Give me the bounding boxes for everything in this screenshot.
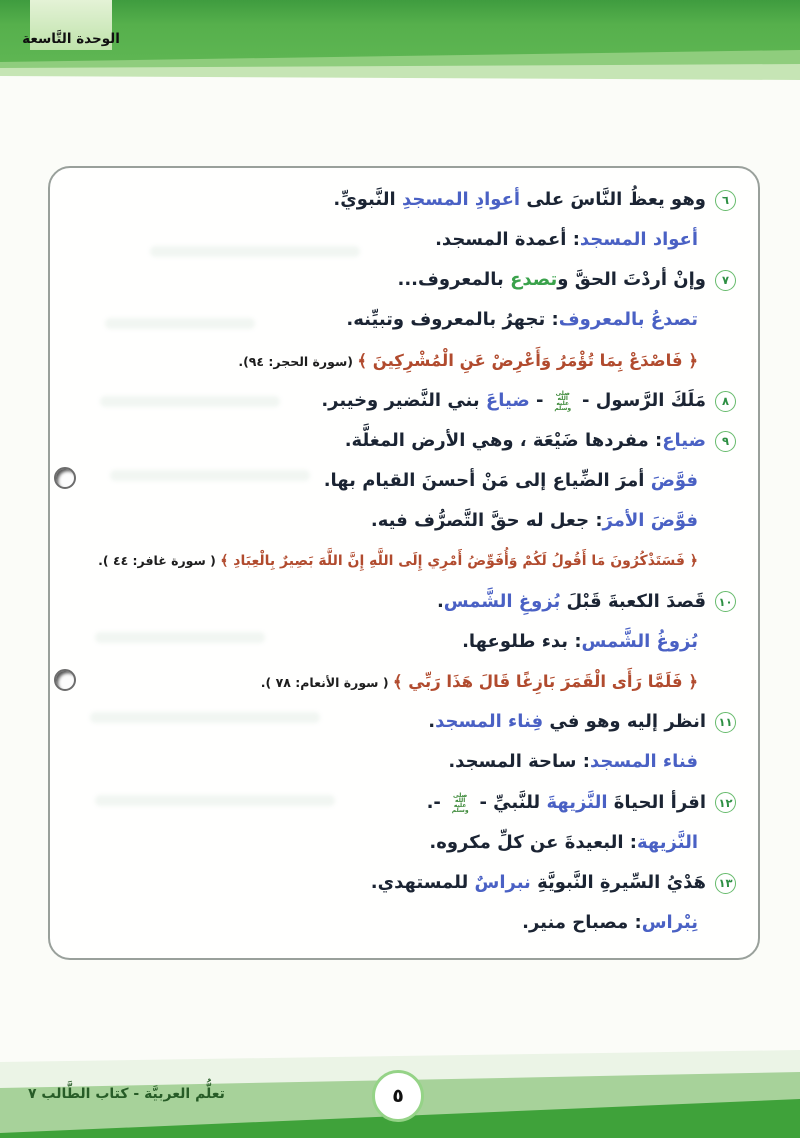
definition-line [74, 903, 736, 943]
item-number-badge: ٩ [715, 431, 736, 452]
line-text: فوَّضَ الأمرَ: جعل له حقَّ التَّصرُّف فيه. [370, 510, 698, 532]
hole-punch-bottom [54, 669, 76, 691]
line-text: ضياع: مفردها ضَيْعَة ، وهي الأرض المغلَّة. [344, 429, 706, 451]
item-number-badge: ٧ [715, 270, 736, 291]
page-number-badge: ٥ [372, 1070, 424, 1122]
line-text: وإنْ أردْتَ الحقَّ وتصدع بالمعروف... [397, 269, 706, 291]
definition-line [74, 301, 736, 341]
unit-title: الوحدة التَّاسعة [22, 31, 120, 47]
definition-line [74, 220, 736, 260]
definition-line [74, 622, 736, 662]
item-number-badge: ١٠ [715, 591, 736, 612]
pbuh-emblem-icon: صلى الله عليه وسلم [554, 389, 572, 412]
quran-verse [74, 662, 736, 702]
line-text: تصدعُ بالمعروف: تجهرُ بالمعروف وتبيِّنه. [346, 309, 698, 331]
definition-line [74, 743, 736, 783]
line-text: فناء المسجد: ساحة المسجد. [448, 751, 698, 773]
unit-title-box [22, 0, 120, 50]
line-text: انظر إليه وهو في فِناء المسجد. [428, 711, 706, 733]
definition-line [74, 502, 736, 542]
numbered-sentence [74, 180, 736, 220]
quran-verse [74, 341, 736, 381]
numbered-sentence [74, 260, 736, 300]
header-green-band [0, 0, 800, 96]
line-text: ﴿ فَسَتَذْكُرُونَ مَا أَقُولُ لَكُمْ وَأُفَوِّضُ أَمْرِي إِلَى اللَّهِ إِنَّ اللَّهَ بَصِيرٌ بِالْعِبَادِ ﴾ ( سورة غافر: ٤٤ ). [98, 553, 698, 570]
line-text: بُزوغُ الشَّمس: بدء طلوعها. [462, 630, 698, 652]
numbered-sentence [74, 702, 736, 742]
line-text: اقرأ الحياةَ النَّزيهةَ للنَّبيِّ - صلى الله عليه وسلم -. [426, 791, 706, 814]
line-text: فوَّضَ أمرَ الضِّياع إلى مَنْ أحسنَ القيام بها. [323, 470, 698, 492]
vocab-list [74, 180, 736, 946]
line-text: ﴿ فَاصْدَعْ بِمَا تُؤْمَرُ وَأَعْرِضْ عَنِ الْمُشْرِكِينَ ﴾ (سورة الحجر: ٩٤). [238, 350, 698, 370]
line-text: قَصدَ الكعبةَ قَبْلَ بُزوغِ الشَّمس. [436, 590, 706, 612]
numbered-sentence [74, 421, 736, 461]
line-text: نِبْراس: مصباح منير. [522, 912, 698, 934]
line-text: هَدْيُ السِّيرةِ النَّبويَّةِ نبراسٌ للمستهدي. [370, 872, 706, 894]
item-number-badge: ١٣ [715, 873, 736, 894]
numbered-sentence [74, 863, 736, 903]
numbered-sentence [74, 381, 736, 421]
definition-line [74, 461, 736, 501]
item-number-badge: ٦ [715, 190, 736, 211]
item-number-badge: ١٢ [715, 792, 736, 813]
unit-header [0, 0, 800, 96]
line-text: النَّزيهة: البعيدةَ عن كلِّ مكروه. [429, 831, 698, 853]
hole-punch-top [54, 467, 76, 489]
numbered-sentence [74, 783, 736, 823]
book-title: تعلُّم العربيَّة - كتاب الطَّالب ٧ [28, 1086, 225, 1102]
item-number-badge: ٨ [715, 391, 736, 412]
line-text: أعواد المسجد: أعمدة المسجد. [435, 229, 698, 251]
line-text: مَلَكَ الرَّسول - صلى الله عليه وسلم - ضياعَ بني النَّضير وخيبر. [321, 389, 706, 412]
numbered-sentence [74, 582, 736, 622]
line-text: وهو يعظُ النَّاسَ على أعوادِ المسجدِ النَّبويِّ. [333, 188, 706, 210]
pbuh-emblem-icon: صلى الله عليه وسلم [451, 791, 469, 814]
quran-verse [74, 542, 736, 582]
definition-line [74, 823, 736, 863]
line-text: ﴿ فَلَمَّا رَأَى الْقَمَرَ بَازِغًا قَالَ هَذَا رَبِّي ﴾ ( سورة الأنعام: ٧٨ ). [260, 672, 698, 692]
item-number-badge: ١١ [715, 712, 736, 733]
